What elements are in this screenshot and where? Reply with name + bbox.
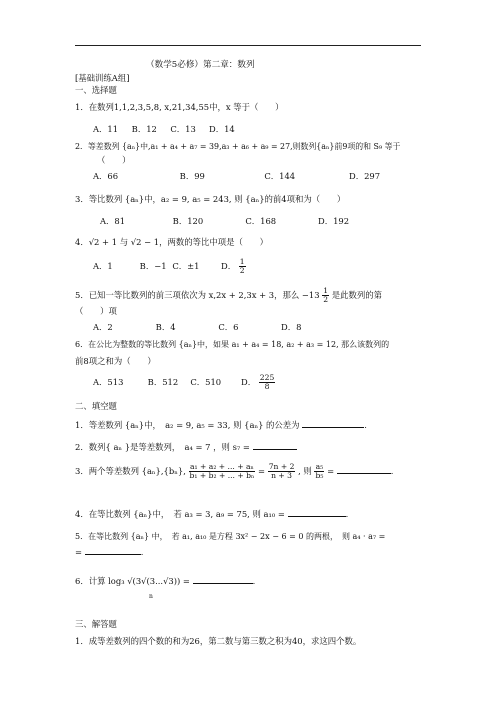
fill-question-2-text: 2．数列{ aₙ }是等差数列， a₄ = 7 ，则 s₇ = xyxy=(75,442,250,452)
option-d-fraction xyxy=(259,374,276,391)
section-heading-answer: 三、解答题 xyxy=(75,619,117,629)
group-label: [基础训练A组] xyxy=(75,73,130,83)
choice-question-5-cont: （ ）项 xyxy=(75,306,117,316)
fill-question-3-text-a: 3．两个等差数列 {aₙ},{bₙ}, xyxy=(75,466,186,476)
answer-question-1: 1．成等差数列的四个数的和为26，第二数与第三数之积为40，求这四个数。 xyxy=(75,636,362,646)
fraction-numerator: a₅ xyxy=(315,462,324,471)
fraction-numerator: a₁ + a₂ + ... + aₙ xyxy=(190,462,254,471)
option-d xyxy=(241,374,275,391)
option-b: B．−1 xyxy=(139,261,167,271)
fill-question-3-ratio-terms xyxy=(314,463,324,480)
option-a: A．513 xyxy=(93,377,124,387)
choice-question-2: 2．等差数列 {aₙ}中,a₁ + a₄ + a₇ = 39,a₃ + a₆ + a₉ = 27,则数列{aₙ}前9项的和 S₉ 等于 xyxy=(75,142,401,151)
fraction-numerator: 225 xyxy=(259,373,275,382)
fill-question-2 xyxy=(75,441,297,453)
answer-blank xyxy=(85,546,141,555)
fraction-denominator: 2 xyxy=(323,295,329,304)
fraction-denominator: 2 xyxy=(239,266,245,275)
fraction-numerator: 1 xyxy=(239,257,245,266)
fraction-denominator: n + 3 xyxy=(271,471,293,480)
question-5-text-a: 5．已知一等比数列的前三项依次为 x,2x + 2,3x + 3，那么 −13 xyxy=(75,290,320,300)
option-d: D．192 xyxy=(318,216,350,226)
option-a: A．81 xyxy=(100,216,126,226)
choice-question-6-cont: 前8项之和为（ ） xyxy=(75,356,156,366)
equals-sign: = xyxy=(257,466,266,476)
section-heading-choice: 一、选择题 xyxy=(75,85,117,95)
radical-count-label: n xyxy=(149,593,153,600)
section-heading-fill: 二、填空题 xyxy=(75,401,117,411)
choice-question-6: 6．在公比为整数的等比数列 {aₙ}中，如果 a₁ + a₄ = 18, a₂ + a₃ = 12, 那么该数列的 xyxy=(75,340,390,349)
answer-blank xyxy=(288,508,346,517)
choice-options-5 xyxy=(93,322,301,333)
option-c: C．510 xyxy=(190,377,222,387)
option-d-fraction xyxy=(239,258,246,275)
option-d-label: D． xyxy=(241,377,257,387)
fraction-denominator: 8 xyxy=(264,382,270,391)
option-b: B．12 xyxy=(131,124,157,134)
choice-question-3: 3．等比数列 {aₙ}中，a₂ = 9, a₅ = 243, 则 {aₙ}的前4项和为（ ） xyxy=(75,194,346,204)
answer-blank xyxy=(253,441,297,450)
fill-question-3-ratio-n xyxy=(268,463,296,480)
option-c: C．168 xyxy=(245,216,277,226)
option-a: A．1 xyxy=(93,261,113,271)
option-d: D．14 xyxy=(209,124,235,134)
option-d: D．8 xyxy=(281,322,302,332)
fill-question-5-cont: = . xyxy=(75,547,144,557)
option-a: A．11 xyxy=(93,124,119,134)
answer-blank xyxy=(337,465,391,474)
fraction-denominator: b₅ xyxy=(315,471,324,480)
question-5-text-b: 是此数列的第 xyxy=(331,290,383,300)
header-rule xyxy=(75,45,421,46)
fill-question-3-text-c: = xyxy=(327,466,335,476)
option-c: C．13 xyxy=(170,124,196,134)
answer-blank xyxy=(302,419,364,428)
choice-question-2-paren: （ ） xyxy=(97,155,131,165)
question-5-fraction xyxy=(322,287,329,304)
fill-question-5: 5．在等比数列 {aₙ} 中， 若 a₁, a₁₀ 是方程 3x² − 2x − 6 = 0 的两根， 则 a₄ · a₇ = xyxy=(75,532,386,541)
fill-question-1: 1．等差数列 {aₙ}中， a₂ = 9, a₅ = 33, 则 {aₙ} 的公差为 . xyxy=(75,420,367,430)
fraction-numerator: 1 xyxy=(323,286,329,295)
choice-question-5 xyxy=(75,287,382,304)
option-b: B．512 xyxy=(147,377,179,387)
option-a: A．66 xyxy=(93,171,119,181)
option-d: D．297 xyxy=(349,171,381,181)
fraction-numerator: 7n + 2 xyxy=(268,462,295,471)
fill-question-6-text: 6．计算 log₃ √(3√(3...√3)) = xyxy=(75,576,190,586)
fill-question-1-text: 1．等差数列 {aₙ}中， a₂ = 9, a₅ = 33, 则 {aₙ} 的公差为 xyxy=(75,420,300,430)
fill-question-6: 6．计算 log₃ √(3√(3...√3)) = . xyxy=(75,576,256,586)
document-title: （数学5必修）第二章：数列 xyxy=(146,60,255,70)
choice-options-1 xyxy=(93,124,235,135)
fill-question-4: 4．在等比数列 {aₙ}中， 若 a₃ = 3, a₉ = 75, 则 a₁₀ = . xyxy=(75,509,349,519)
choice-options-4 xyxy=(93,258,246,275)
choice-question-4: 4．√2 + 1 与 √2 − 1，两数的等比中项是（ ） xyxy=(75,237,268,247)
option-b: B．120 xyxy=(172,216,204,226)
option-b: B．4 xyxy=(155,322,176,332)
option-c: C．±1 xyxy=(172,261,200,271)
option-d-label: D． xyxy=(221,261,237,271)
option-c: C．144 xyxy=(264,171,296,181)
option-c: C．6 xyxy=(218,322,239,332)
choice-question-1: 1．在数列1,1,2,3,5,8, x,21,34,55中，x 等于（ ） xyxy=(75,102,284,112)
fill-question-3-ratio-sums xyxy=(189,463,256,480)
option-d xyxy=(221,258,246,275)
choice-options-6 xyxy=(93,374,275,391)
choice-options-3 xyxy=(100,216,349,227)
option-b: B．99 xyxy=(179,171,205,181)
fill-question-3: 3．两个等差数列 {aₙ},{bₙ}, $\frac{\text{a₁ + a₂ + ... + aₙ}}{\text{b₁ + b₂ + ... + bₙ}}$ = $\frac{7n + 2}{n + 3}$ , 则 $\frac{\text{a₅}}{\text{b₅}}$ = . xyxy=(75,462,394,480)
option-a: A．2 xyxy=(93,322,113,332)
fill-question-4-text: 4．在等比数列 {aₙ}中， 若 a₃ = 3, a₉ = 75, 则 a₁₀ = xyxy=(75,509,285,519)
answer-blank xyxy=(193,575,253,584)
fill-question-3-text-b: , 则 xyxy=(298,466,312,476)
fraction-denominator: b₁ + b₂ + ... + bₙ xyxy=(189,471,255,480)
choice-options-2 xyxy=(93,171,380,182)
fill-question-5-equals: = xyxy=(75,547,83,557)
